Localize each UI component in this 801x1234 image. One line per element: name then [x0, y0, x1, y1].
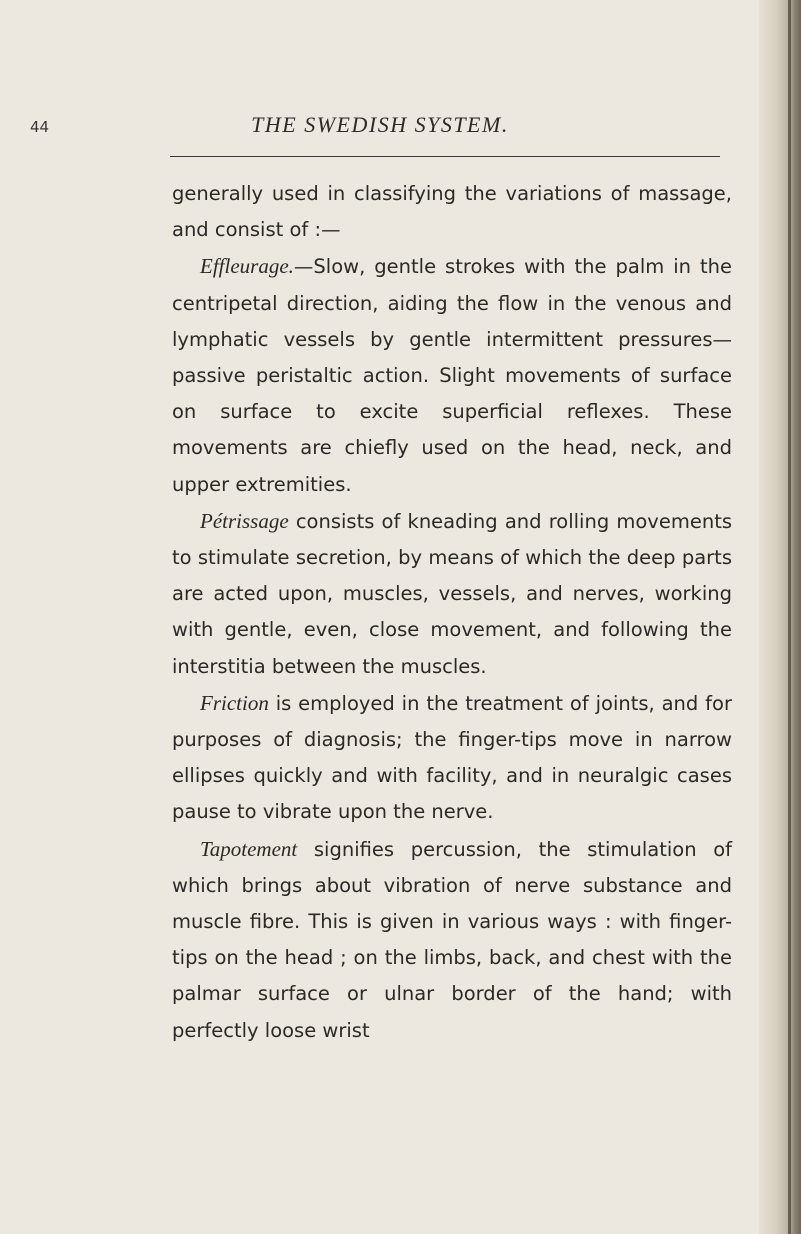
term-effleurage: Effleurage. [200, 254, 294, 279]
paragraph-petrissage [172, 503, 732, 685]
paragraph-intro [172, 176, 732, 248]
header-rule [170, 156, 720, 157]
paragraph-text: signifies percussion, the stimulation of which brings about vibration of nerve substance and muscle fibre. This is given in various ways : with finger-tips on the head ; on the limbs, back, and chest with the palmar surface or ulnar border of the hand; with perfectly loose wrist [172, 837, 732, 1042]
body-text [172, 176, 732, 1049]
term-friction: Friction [200, 690, 269, 715]
paragraph-text: is employed in the treatment of joints, and for purposes of diagnosis; the finger-tips move in narrow ellipses quickly and with facility, and in neuralgic cases pause to vibrate upon the nerve. [172, 691, 732, 824]
page-number: 44 [30, 118, 50, 136]
page-edge-shadow [759, 0, 801, 1234]
binding-edge [788, 0, 791, 1234]
paragraph-text: —Slow, gentle strokes with the palm in the centripetal direction, aiding the flow in the venous and lymphatic vessels by gentle intermittent pressures—passive peristaltic action. Slight movements of surface on surface to excite superficial reflexes. These movements are chiefly used on the head, neck, and upper extremities. [172, 255, 732, 496]
paragraph-text: consists of kneading and rolling movements to stimulate secretion, by means of which the deep parts are acted upon, muscles, vessels, and nerves, working with gentle, even, close movement, and following the interstitia between the muscles. [172, 509, 732, 678]
term-tapotement: Tapotement [200, 836, 298, 861]
paragraph-friction [172, 685, 732, 831]
paragraph-tapotement [172, 831, 732, 1049]
paragraph-text: generally used in classifying the variations of massage, and consist of :— [172, 182, 732, 242]
paragraph-effleurage [172, 248, 732, 502]
running-title: THE SWEDISH SYSTEM. [251, 112, 509, 137]
page-header [30, 112, 730, 142]
term-petrissage: Pétrissage [200, 508, 289, 533]
